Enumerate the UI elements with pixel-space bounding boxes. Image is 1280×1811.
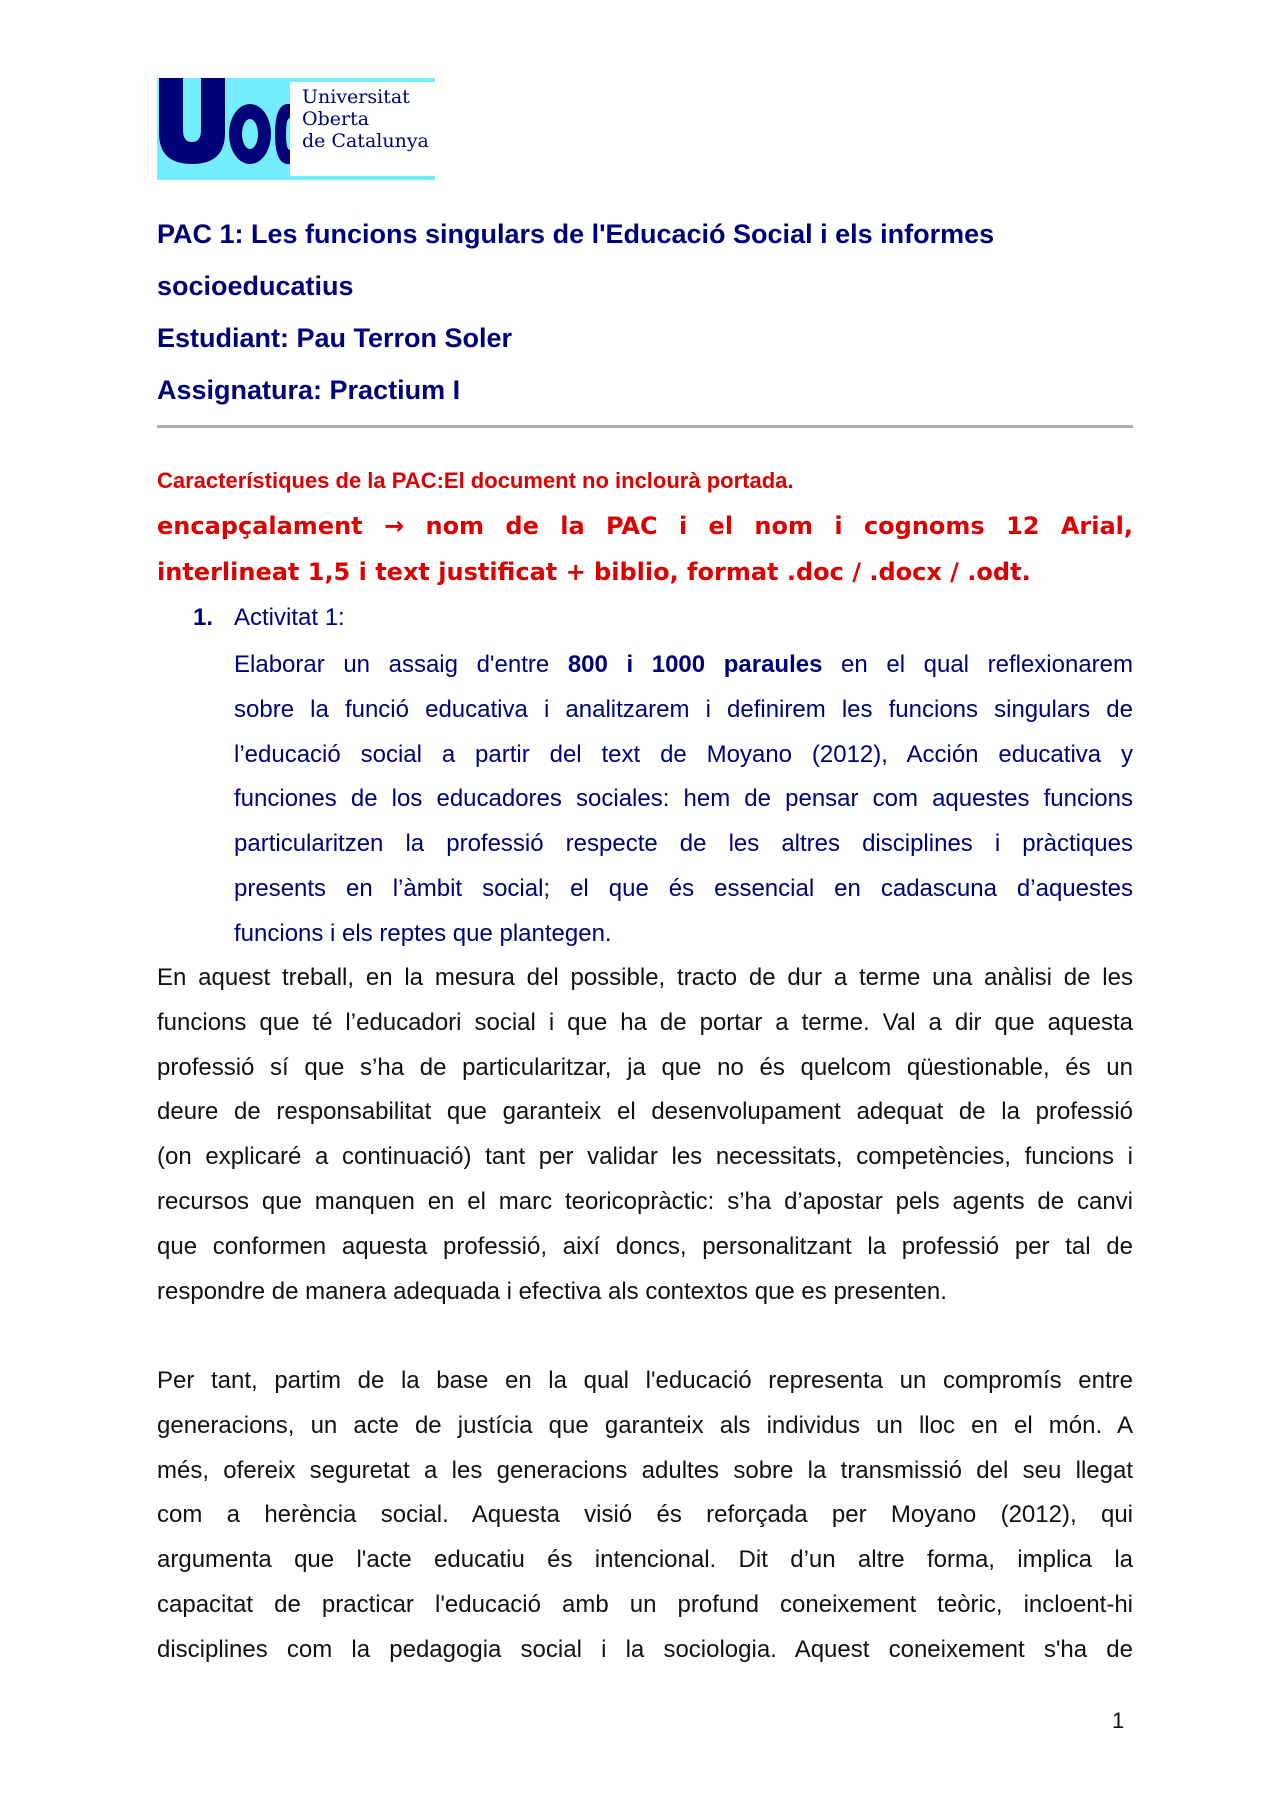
activity-line-with-bold xyxy=(234,643,1133,688)
paragraph-line: recursos que manquen en el marc teoricopràctic: s’ha d’apostar pels agents de canvi xyxy=(157,1187,1133,1215)
student-name: Estudiant: Pau Terron Soler xyxy=(157,323,513,353)
pac-characteristics-details xyxy=(157,503,1133,595)
paragraph-line: generacions, un acte de justícia que garanteix als individus un lloc en el món. A xyxy=(157,1411,1133,1439)
word-count-emphasis: 800 i 1000 paraules xyxy=(567,651,823,678)
activity-list-number: 1. xyxy=(193,604,214,631)
logo-wordmark xyxy=(302,86,429,152)
subject-name: Assignatura: Practium I xyxy=(157,375,461,405)
pac-characteristics-heading: Característiques de la PAC:El document no inclourà portada. xyxy=(157,468,794,493)
logo-bar-bottom xyxy=(290,176,435,180)
paragraph-line: argumenta que l'acte educatiu és intencional. Dit d’un altre forma, implica la xyxy=(157,1546,1133,1574)
paragraph-line: funcions que té l’educadori social i que ha de portar a terme. Val a dir que aquesta xyxy=(157,1008,1133,1036)
activity-line: funciones de los educadores sociales: hem de pensar com aquestes funcions xyxy=(234,785,1133,813)
logo-line-2: Oberta xyxy=(302,108,370,130)
paragraph-line: capacitat de practicar l'educació amb un profund coneixement teòric, incloent-hi xyxy=(157,1590,1133,1618)
body-paragraph-1 xyxy=(157,956,1133,1314)
paragraph-line: més, ofereix seguretat a les generacions adultes sobre la transmissió del seu llegat xyxy=(157,1456,1133,1484)
characteristics-line: encapçalament → nom de la PAC i el nom i cognoms 12 Arial, xyxy=(157,512,1133,540)
activity-line: particularitzen la professió respecte de les altres disciplines i pràctiques xyxy=(234,830,1133,858)
characteristics-line: interlineat 1,5 i text justificat + biblio, format .doc / .docx / .odt. xyxy=(157,558,1031,586)
activity-line: l’educació social a partir del text de Moyano (2012), Acción educativa y xyxy=(234,740,1133,768)
paragraph-line: que conformen aquesta professió, així doncs, personalitzant la professió per tal de xyxy=(157,1232,1133,1260)
activity-line: presents en l’àmbit social; el que és essencial en cadascuna d’aquestes xyxy=(234,874,1133,902)
logo-line-1: Universitat xyxy=(302,86,410,108)
paragraph-line: professió sí que s’ha de particularitzar, ja que no és quelcom qüestionable, és un xyxy=(157,1053,1133,1081)
paragraph-line: disciplines com la pedagogia social i la sociologia. Aquest coneixement s'ha de xyxy=(157,1635,1133,1663)
uoc-logo xyxy=(157,78,435,180)
activity-line: sobre la funció educativa i analitzarem i definirem les funcions singulars de xyxy=(234,695,1133,723)
activity-text-pre: Elaborar un assaig d'entre xyxy=(234,651,568,678)
page-number: 1 xyxy=(1112,1708,1125,1733)
paragraph-line: respondre de manera adequada i efectiva als contextos que es presenten. xyxy=(157,1277,947,1305)
uoc-letters-graphic xyxy=(157,78,290,180)
activity-title: Activitat 1: xyxy=(234,604,345,631)
logo-bar-top xyxy=(290,78,435,82)
logo-line-3: de Catalunya xyxy=(302,130,429,152)
document-header xyxy=(157,208,1133,416)
pac-title-line-1: PAC 1: Les funcions singulars de l'Educació Social i els informes xyxy=(157,219,995,249)
paragraph-line: deure de responsabilitat que garanteix el desenvolupament adequat de la professió xyxy=(157,1098,1133,1126)
paragraph-line: com a herència social. Aquesta visió és reforçada per Moyano (2012), qui xyxy=(157,1501,1133,1529)
paragraph-line: (on explicaré a continuació) tant per validar les necessitats, competències, funcions i xyxy=(157,1143,1133,1171)
header-divider xyxy=(157,425,1133,428)
activity-text-post: en el qual reflexionarem xyxy=(822,651,1133,678)
paragraph-line: En aquest treball, en la mesura del possible, tracto de dur a terme una anàlisi de les xyxy=(157,964,1133,991)
activity-line: funcions i els reptes que plantegen. xyxy=(234,919,612,947)
uoc-logo-block xyxy=(157,78,290,180)
pac-title-line-2: socioeducatius xyxy=(157,271,354,301)
activity-description xyxy=(234,643,1133,957)
paragraph-line: Per tant, partim de la base en la qual l'educació representa un compromís entre xyxy=(157,1367,1133,1394)
body-paragraph-2 xyxy=(157,1359,1133,1673)
